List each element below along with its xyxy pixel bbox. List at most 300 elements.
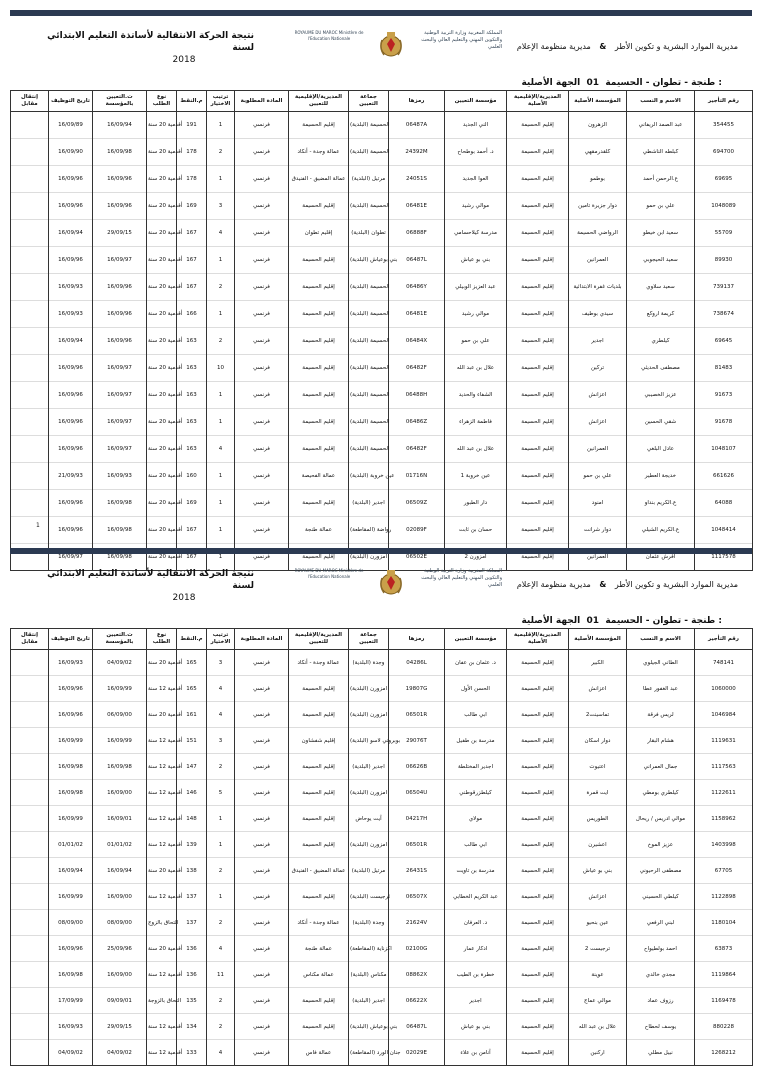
cell-request-type: أقدمية 12 سنة <box>147 676 177 702</box>
cell-origin-school: عين بنحيو <box>569 910 627 936</box>
cell-school-assign-date: 16/09/97 <box>93 247 147 274</box>
cell-origin-directorate: إقليم الحسيمة <box>507 274 569 301</box>
ministry-logo-block <box>290 562 510 608</box>
table-row <box>11 436 753 463</box>
cell-choice-rank: 1 <box>207 463 235 490</box>
cell-hire-date: 16/09/93 <box>49 1014 93 1040</box>
col-header-full-name: الاسم و النسب <box>627 91 695 112</box>
cell-hire-date: 16/09/96 <box>49 166 93 193</box>
cell-origin-directorate: إقليم الحسيمة <box>507 220 569 247</box>
cell-origin-school: موالي عماج <box>569 988 627 1014</box>
cell-school-assign-date: 16/09/98 <box>93 544 147 571</box>
cell-assign-commune: اجدير (البلدية) <box>349 490 389 517</box>
cell-assign-school: خطرة بن الطيب <box>445 962 507 988</box>
cell-assign-commune: مرتيل (البلدية) <box>349 858 389 884</box>
table-row <box>11 832 753 858</box>
cell-request-type: أقدمية 12 سنة <box>147 1040 177 1066</box>
cell-assign-commune: الحسيمة (البلدية) <box>349 409 389 436</box>
cell-assign-school: عين خروبة 1 <box>445 463 507 490</box>
cell-origin-school: العمرانين <box>569 247 627 274</box>
cell-assign-school: دار الطبور <box>445 490 507 517</box>
cell-assign-commune: الحسيمة (البلدية) <box>349 328 389 355</box>
cell-assign-directorate: إقليم الحسيمة <box>289 112 349 139</box>
cell-school-assign-date: 04/09/02 <box>93 650 147 676</box>
cell-points: 163 <box>177 328 207 355</box>
cell-request-type: أقدمية 20 سنة <box>147 936 177 962</box>
col-header-school-code: رمزها <box>389 91 445 112</box>
cell-assign-commune: اجدير (البلدية) <box>349 754 389 780</box>
cell-salary-number: 1122611 <box>695 780 753 806</box>
cell-origin-directorate: إقليم الحسيمة <box>507 858 569 884</box>
cell-assign-directorate: إقليم الحسيمة <box>289 301 349 328</box>
cell-assign-school: ابي طالب <box>445 832 507 858</box>
cell-salary-number: 63873 <box>695 936 753 962</box>
cell-school-code: 06502E <box>389 544 445 571</box>
cell-salary-number: 81483 <box>695 355 753 382</box>
cell-request-type: التحاق بالزوج <box>147 910 177 936</box>
cell-school-code: 24051S <box>389 166 445 193</box>
cell-salary-number: 1048414 <box>695 517 753 544</box>
results-table-page-2 <box>10 628 753 1066</box>
cell-assign-commune: الحسيمة (البلدية) <box>349 193 389 220</box>
cell-points: 163 <box>177 382 207 409</box>
cell-assign-school: امزورن 2 <box>445 544 507 571</box>
cell-school-assign-date: 16/09/99 <box>93 728 147 754</box>
cell-request-type: أقدمية 12 سنة <box>147 780 177 806</box>
cell-origin-school: امنود <box>569 490 627 517</box>
col-header-choice-rank: ترتيب الاختيار <box>207 629 235 650</box>
cell-origin-directorate: إقليم الحسيمة <box>507 166 569 193</box>
cell-school-code: 06504U <box>389 780 445 806</box>
col-header-points: م.النقط <box>177 91 207 112</box>
cell-request-type: أقدمية 20 سنة <box>147 702 177 728</box>
cell-school-code: 21624V <box>389 910 445 936</box>
cell-points: 167 <box>177 517 207 544</box>
cell-assign-directorate: عمالة مكناس <box>289 962 349 988</box>
cell-origin-directorate: إقليم الحسيمة <box>507 676 569 702</box>
cell-assign-directorate: إقليم الحسيمة <box>289 988 349 1014</box>
table-row <box>11 1014 753 1040</box>
cell-origin-directorate: إقليم الحسيمة <box>507 463 569 490</box>
cell-subject: فرنسي <box>235 676 289 702</box>
cell-hire-date: 04/09/02 <box>49 1040 93 1066</box>
cell-assign-school: موالي رشيد <box>445 301 507 328</box>
cell-choice-rank: 1 <box>207 806 235 832</box>
cell-assign-commune: آيت يوحاض <box>349 806 389 832</box>
cell-origin-school: اجدير <box>569 328 627 355</box>
cell-transfer-exchange <box>11 780 49 806</box>
cell-full-name: رزوف عماد <box>627 988 695 1014</box>
cell-subject: فرنسي <box>235 702 289 728</box>
cell-salary-number: 1158962 <box>695 806 753 832</box>
cell-choice-rank: 4 <box>207 1040 235 1066</box>
table-row <box>11 962 753 988</box>
col-header-school-assign-date: ت.التعيين بالمؤسسة <box>93 91 147 112</box>
cell-school-code: 06507X <box>389 884 445 910</box>
cell-hire-date: 01/01/02 <box>49 832 93 858</box>
cell-salary-number: 1117563 <box>695 754 753 780</box>
cell-full-name: ع.الكريم الشيلي <box>627 517 695 544</box>
cell-assign-commune: الحسيمة (البلدية) <box>349 382 389 409</box>
cell-salary-number: 55709 <box>695 220 753 247</box>
cell-origin-school: الطوريس <box>569 806 627 832</box>
title-year: 2018 <box>172 593 196 603</box>
cell-hire-date: 16/09/99 <box>49 728 93 754</box>
cell-transfer-exchange <box>11 988 49 1014</box>
cell-assign-commune: امزورن (البلدية) <box>349 832 389 858</box>
cell-choice-rank: 4 <box>207 936 235 962</box>
cell-assign-school: اجدير المختلطة <box>445 754 507 780</box>
cell-request-type: أقدمية 20 سنة <box>147 328 177 355</box>
cell-origin-directorate: إقليم الحسيمة <box>507 962 569 988</box>
cell-origin-school: علي بن حمو <box>569 463 627 490</box>
cell-transfer-exchange <box>11 806 49 832</box>
cell-points: 135 <box>177 988 207 1014</box>
cell-choice-rank: 10 <box>207 355 235 382</box>
table-row <box>11 676 753 702</box>
cell-assign-commune: اكزناية (المقاطعة) <box>349 936 389 962</box>
cell-hire-date: 16/09/94 <box>49 220 93 247</box>
cell-school-assign-date: 16/09/00 <box>93 780 147 806</box>
cell-choice-rank: 1 <box>207 490 235 517</box>
cell-hire-date: 16/09/90 <box>49 139 93 166</box>
cell-school-code: 06509Z <box>389 490 445 517</box>
cell-request-type: أقدمية 20 سنة <box>147 490 177 517</box>
cell-salary-number: 1046984 <box>695 702 753 728</box>
cell-hire-date: 16/09/98 <box>49 780 93 806</box>
cell-school-assign-date: 09/09/01 <box>93 988 147 1014</box>
cell-full-name: كريمة اروكع <box>627 301 695 328</box>
cell-transfer-exchange <box>11 754 49 780</box>
cell-choice-rank: 4 <box>207 220 235 247</box>
cell-school-assign-date: 16/09/98 <box>93 517 147 544</box>
cell-request-type: أقدمية 20 سنة <box>147 355 177 382</box>
cell-transfer-exchange <box>11 382 49 409</box>
col-header-hire-date: تاريخ التوظيف <box>49 91 93 112</box>
cell-transfer-exchange <box>11 247 49 274</box>
table-row <box>11 517 753 544</box>
cell-assign-school: العوا الجديد <box>445 166 507 193</box>
cell-salary-number: 1117578 <box>695 544 753 571</box>
cell-points: 167 <box>177 220 207 247</box>
cell-assign-commune: امزورن (البلدية) <box>349 676 389 702</box>
cell-assign-directorate: إقليم الحسيمة <box>289 247 349 274</box>
cell-origin-directorate: إقليم الحسيمة <box>507 328 569 355</box>
cell-points: 146 <box>177 780 207 806</box>
cell-request-type: أقدمية 20 سنة <box>147 139 177 166</box>
col-header-salary-number: رقم التأجير <box>695 629 753 650</box>
cell-full-name: لريس فرقة <box>627 702 695 728</box>
cell-school-assign-date: 16/09/94 <box>93 112 147 139</box>
cell-origin-school: عوينة <box>569 962 627 988</box>
cell-full-name: عادل البلغي <box>627 436 695 463</box>
cell-assign-commune: ثرجيست (البلدية) <box>349 884 389 910</box>
cell-school-assign-date: 16/09/94 <box>93 858 147 884</box>
table-row <box>11 858 753 884</box>
cell-hire-date: 16/09/97 <box>49 544 93 571</box>
cell-full-name: لبني الرفعي <box>627 910 695 936</box>
cell-school-code: 24392M <box>389 139 445 166</box>
table-row <box>11 702 753 728</box>
cell-school-assign-date: 04/09/02 <box>93 1040 147 1066</box>
cell-assign-directorate: عمالة وجدة - أنكاد <box>289 139 349 166</box>
cell-transfer-exchange <box>11 112 49 139</box>
cell-origin-directorate: إقليم الحسيمة <box>507 544 569 571</box>
cell-assign-school: الشفاء والحديد <box>445 382 507 409</box>
cell-transfer-exchange <box>11 962 49 988</box>
cell-salary-number: 354455 <box>695 112 753 139</box>
cell-salary-number: 1268212 <box>695 1040 753 1066</box>
cell-request-type: أقدمية 12 سنة <box>147 728 177 754</box>
cell-choice-rank: 1 <box>207 382 235 409</box>
page-header <box>10 554 752 616</box>
col-header-transfer-exchange: إنتقال مقابل <box>11 91 49 112</box>
directorate-info: مديرية منظومة الإعلام <box>516 42 591 51</box>
cell-school-assign-date: 16/09/00 <box>93 884 147 910</box>
cell-transfer-exchange <box>11 463 49 490</box>
cell-school-code: 02100G <box>389 936 445 962</box>
cell-full-name: ع.الرحمن أحمد <box>627 166 695 193</box>
page-header <box>10 16 752 78</box>
cell-request-type: أقدمية 20 سنة <box>147 193 177 220</box>
cell-subject: فرنسي <box>235 832 289 858</box>
ampersand: & <box>599 42 607 51</box>
cell-points: 136 <box>177 962 207 988</box>
cell-hire-date: 16/09/96 <box>49 517 93 544</box>
cell-assign-directorate: إقليم الحسيمة <box>289 1014 349 1040</box>
cell-assign-directorate: عمالة الفحيصة <box>289 463 349 490</box>
cell-salary-number: 1048089 <box>695 193 753 220</box>
cell-assign-commune: وجدة (البلدية) <box>349 650 389 676</box>
cell-subject: فرنسي <box>235 780 289 806</box>
cell-request-type: أقدمية 12 سنة <box>147 832 177 858</box>
cell-transfer-exchange <box>11 936 49 962</box>
cell-school-code: 06487L <box>389 247 445 274</box>
cell-school-assign-date: 16/09/96 <box>93 301 147 328</box>
cell-origin-school: دوار شرانت <box>569 517 627 544</box>
col-header-subject: المادة المطلوبة <box>235 629 289 650</box>
cell-full-name: كيلطري بومطي <box>627 780 695 806</box>
origin-region <box>10 616 752 628</box>
cell-hire-date: 16/09/99 <box>49 806 93 832</box>
cell-origin-school: ايت قمرة <box>569 780 627 806</box>
table-row <box>11 382 753 409</box>
cell-points: 178 <box>177 166 207 193</box>
cell-school-code: 06626B <box>389 754 445 780</box>
cell-points: 138 <box>177 858 207 884</box>
cell-choice-rank: 11 <box>207 962 235 988</box>
cell-assign-school: كيلطزرقوطني <box>445 780 507 806</box>
cell-subject: فرنسي <box>235 806 289 832</box>
cell-origin-directorate: إقليم الحسيمة <box>507 139 569 166</box>
cell-origin-directorate: إقليم الحسيمة <box>507 382 569 409</box>
cell-points: 134 <box>177 1014 207 1040</box>
cell-hire-date: 16/09/96 <box>49 676 93 702</box>
cell-points: 167 <box>177 247 207 274</box>
cell-school-code: 02089F <box>389 517 445 544</box>
cell-request-type: أقدمية 12 سنة <box>147 884 177 910</box>
cell-school-assign-date: 29/09/15 <box>93 1014 147 1040</box>
table-row <box>11 728 753 754</box>
cell-subject: فرنسي <box>235 650 289 676</box>
cell-assign-directorate: إقليم الحسيمة <box>289 193 349 220</box>
cell-assign-school: الحسن الأول <box>445 676 507 702</box>
ministry-name-fr: ROYAUME DU MAROC Ministère de l'Education Nationale <box>294 30 364 41</box>
table-row <box>11 112 753 139</box>
cell-full-name: مجدي خالدي <box>627 962 695 988</box>
cell-subject: فرنسي <box>235 463 289 490</box>
cell-points: 169 <box>177 490 207 517</box>
cell-full-name: جمال العمراني <box>627 754 695 780</box>
cell-school-code: 06482F <box>389 436 445 463</box>
cell-assign-commune: بني بوعياش (البلدية) <box>349 247 389 274</box>
cell-assign-directorate: عمالة طنجة <box>289 936 349 962</box>
cell-origin-school: بني بو عياش <box>569 858 627 884</box>
cell-request-type: أقدمية 20 سنة <box>147 382 177 409</box>
cell-assign-directorate: إقليم الحسيمة <box>289 702 349 728</box>
cell-assign-school: علال بن عبد الله <box>445 355 507 382</box>
cell-salary-number: 67705 <box>695 858 753 884</box>
cell-points: 166 <box>177 301 207 328</box>
cell-full-name: ع.الكريم بنداو <box>627 490 695 517</box>
cell-origin-school: العمرانين <box>569 544 627 571</box>
col-header-choice-rank: ترتيب الاختيار <box>207 91 235 112</box>
cell-salary-number: 748141 <box>695 650 753 676</box>
cell-hire-date: 16/09/96 <box>49 702 93 728</box>
table-row <box>11 166 753 193</box>
cell-assign-directorate: عمالة وجدة - أنكاد <box>289 650 349 676</box>
cell-origin-directorate: إقليم الحسيمة <box>507 754 569 780</box>
cell-assign-school: مدرسة بن طفيل <box>445 728 507 754</box>
cell-full-name: يوسف لحطاح <box>627 1014 695 1040</box>
cell-full-name: شقي الحسين <box>627 409 695 436</box>
cell-school-assign-date: 16/09/96 <box>93 166 147 193</box>
col-header-assign-directorate: المديرية/الإقليمية للتعيين <box>289 629 349 650</box>
cell-assign-commune: الحسيمة (البلدية) <box>349 301 389 328</box>
col-header-assign-school: مؤسسة التعيين <box>445 629 507 650</box>
cell-transfer-exchange <box>11 517 49 544</box>
cell-hire-date: 16/09/94 <box>49 328 93 355</box>
cell-subject: فرنسي <box>235 301 289 328</box>
cell-origin-directorate: إقليم الحسيمة <box>507 910 569 936</box>
cell-subject: فرنسي <box>235 382 289 409</box>
cell-origin-school: الرواضي الحسيمة <box>569 220 627 247</box>
cell-school-assign-date: 01/01/02 <box>93 832 147 858</box>
cell-assign-commune: تطوان (البلدية) <box>349 220 389 247</box>
cell-school-assign-date: 16/09/97 <box>93 355 147 382</box>
cell-school-code: 06486Z <box>389 409 445 436</box>
cell-transfer-exchange <box>11 301 49 328</box>
cell-assign-directorate: إقليم الحسيمة <box>289 884 349 910</box>
col-header-transfer-exchange: إنتقال مقابل <box>11 629 49 650</box>
cell-school-code: 01716N <box>389 463 445 490</box>
coat-of-arms-icon <box>376 30 406 60</box>
cell-assign-directorate: إقليم الحسيمة <box>289 832 349 858</box>
cell-subject: فرنسي <box>235 193 289 220</box>
cell-transfer-exchange <box>11 1014 49 1040</box>
cell-origin-school: سيدي بوطيف <box>569 301 627 328</box>
col-header-school-assign-date: ت.التعيين بالمؤسسة <box>93 629 147 650</box>
cell-full-name: عزيز الموخ <box>627 832 695 858</box>
cell-origin-directorate: إقليم الحسيمة <box>507 490 569 517</box>
origin-region <box>10 78 752 90</box>
cell-school-code: 04286L <box>389 650 445 676</box>
table-row <box>11 463 753 490</box>
cell-assign-school: ادكار عمار <box>445 936 507 962</box>
origin-region-label: طنجة - تطوان - الحسيمة 01 الجهة الأصلية : <box>521 78 722 88</box>
ministry-name-fr: ROYAUME DU MAROC Ministère de l'Education Nationale <box>294 568 364 579</box>
results-table-page-1 <box>10 90 753 571</box>
cell-subject: فرنسي <box>235 728 289 754</box>
title-text: نتيجة الحركة الانتقالية لأساتذة التعليم الابتدائي لسنة <box>47 31 254 53</box>
cell-hire-date: 08/09/00 <box>49 910 93 936</box>
table-header-row <box>11 629 753 650</box>
cell-transfer-exchange <box>11 676 49 702</box>
cell-points: 163 <box>177 436 207 463</box>
cell-origin-school: دوار جزيرة تامين <box>569 193 627 220</box>
cell-hire-date: 17/09/99 <box>49 988 93 1014</box>
cell-subject: فرنسي <box>235 517 289 544</box>
cell-origin-school: اعزانش <box>569 382 627 409</box>
cell-origin-directorate: إقليم الحسيمة <box>507 355 569 382</box>
cell-hire-date: 16/09/94 <box>49 858 93 884</box>
col-header-assign-commune: جماعة التعيين <box>349 91 389 112</box>
cell-request-type: أقدمية 20 سنة <box>147 220 177 247</box>
cell-origin-school: كلقدرمقهي <box>569 139 627 166</box>
cell-salary-number: 1403998 <box>695 832 753 858</box>
cell-origin-school: بوطمو <box>569 166 627 193</box>
cell-school-assign-date: 16/09/96 <box>93 193 147 220</box>
cell-request-type: أقدمية 20 سنة <box>147 166 177 193</box>
cell-origin-directorate: إقليم الحسيمة <box>507 780 569 806</box>
cell-full-name: مصطفى الرحيوني <box>627 858 695 884</box>
cell-points: 191 <box>177 112 207 139</box>
cell-transfer-exchange <box>11 884 49 910</box>
col-header-assign-school: مؤسسة التعيين <box>445 91 507 112</box>
cell-full-name: موالي ادريس / ريحال <box>627 806 695 832</box>
cell-assign-directorate: إقليم الحسيمة <box>289 544 349 571</box>
cell-points: 133 <box>177 1040 207 1066</box>
cell-assign-school: الني الجديد <box>445 112 507 139</box>
cell-full-name: عبد الصمد الريفاني <box>627 112 695 139</box>
cell-choice-rank: 2 <box>207 1014 235 1040</box>
cell-transfer-exchange <box>11 832 49 858</box>
cell-hire-date: 21/09/93 <box>49 463 93 490</box>
cell-assign-directorate: إقليم الحسيمة <box>289 780 349 806</box>
cell-full-name: عزيز الخصيبي <box>627 382 695 409</box>
cell-subject: فرنسي <box>235 166 289 193</box>
cell-school-code: 02029E <box>389 1040 445 1066</box>
cell-origin-directorate: إقليم الحسيمة <box>507 193 569 220</box>
cell-school-code: 04217H <box>389 806 445 832</box>
cell-full-name: نبيل مطلي <box>627 1040 695 1066</box>
cell-school-code: 06488H <box>389 382 445 409</box>
cell-assign-commune: الحسيمة (البلدية) <box>349 436 389 463</box>
cell-request-type: أقدمية 20 سنة <box>147 517 177 544</box>
cell-choice-rank: 1 <box>207 247 235 274</box>
cell-origin-directorate: إقليم الحسيمة <box>507 517 569 544</box>
cell-school-assign-date: 08/09/00 <box>93 910 147 936</box>
cell-school-code: 08862X <box>389 962 445 988</box>
cell-subject: فرنسي <box>235 962 289 988</box>
cell-assign-directorate: عمالة طنجة <box>289 517 349 544</box>
cell-school-assign-date: 16/09/96 <box>93 274 147 301</box>
cell-school-assign-date: 16/09/96 <box>93 328 147 355</box>
ampersand: & <box>599 580 607 589</box>
cell-assign-directorate: إقليم الحسيمة <box>289 274 349 301</box>
cell-school-code: 06501R <box>389 832 445 858</box>
cell-hire-date: 16/09/96 <box>49 409 93 436</box>
